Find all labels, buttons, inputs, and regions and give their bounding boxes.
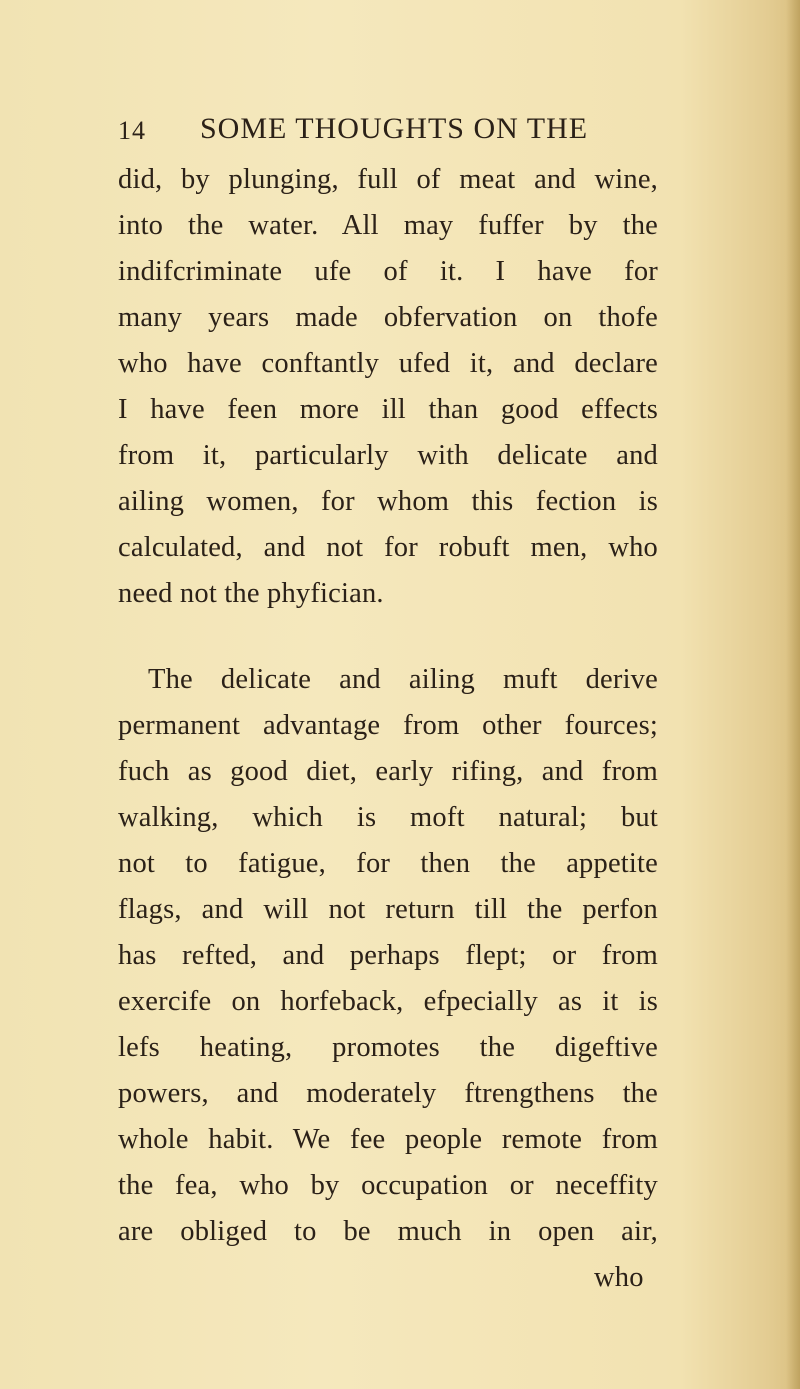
text-line: whole habit. We fee people remote from (118, 1124, 658, 1155)
text-line: exercife on horfeback, efpecially as it is (118, 986, 658, 1017)
text-line: need not the phyfician. (118, 578, 384, 609)
catchword: who (594, 1262, 644, 1293)
text-line: walking, which is moft natural; but (118, 802, 658, 833)
text-line: not to fatigue, for then the appetite (118, 848, 658, 879)
text-line: the fea, who by occupation or neceffity (118, 1170, 658, 1201)
paragraph-first-line: The delicate and ailing muft derive (148, 664, 658, 695)
running-title: SOME THOUGHTS ON THE (200, 112, 589, 145)
text-line: from it, particularly with delicate and (118, 440, 658, 471)
text-line: who have conftantly ufed it, and declare (118, 348, 658, 379)
text-line: powers, and moderately ftrengthens the (118, 1078, 658, 1109)
text-line: did, by plunging, full of meat and wine, (118, 164, 658, 195)
text-line: lefs heating, promotes the digeftive (118, 1032, 658, 1063)
text-line: are obliged to be much in open air, (118, 1216, 658, 1247)
text-line: ailing women, for whom this fection is (118, 486, 658, 517)
text-line: has refted, and perhaps flept; or from (118, 940, 658, 971)
text-line: I have feen more ill than good effects (118, 394, 658, 425)
text-line: permanent advantage from other fources; (118, 710, 658, 741)
text-line: many years made obfervation on thofe (118, 302, 658, 333)
text-line: flags, and will not return till the perfon (118, 894, 658, 925)
text-line: fuch as good diet, early rifing, and from (118, 756, 658, 787)
text-line: calculated, and not for robuft men, who (118, 532, 658, 563)
text-line: indifcriminate ufe of it. I have for (118, 256, 658, 287)
page-edge-shading (786, 0, 800, 1389)
page-number: 14 (118, 116, 146, 145)
running-header (118, 112, 638, 152)
text-line: into the water. All may fuffer by the (118, 210, 658, 241)
